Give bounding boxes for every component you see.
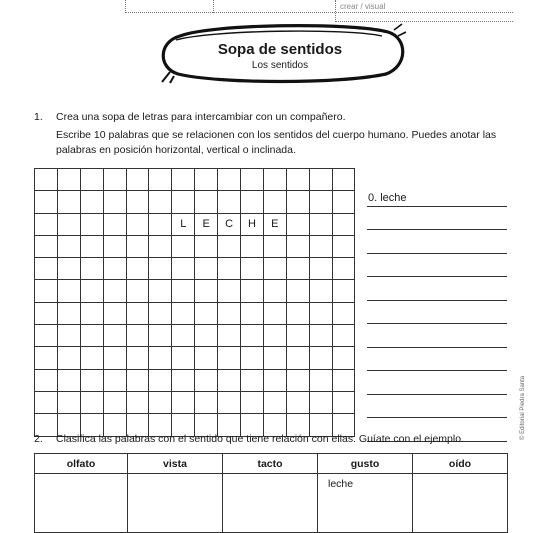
grid-cell[interactable] <box>57 325 80 347</box>
grid-cell[interactable] <box>332 169 355 191</box>
grid-cell[interactable] <box>103 325 126 347</box>
grid-cell[interactable] <box>172 369 195 391</box>
question-2-number: 2. <box>34 433 43 445</box>
grid-cell[interactable] <box>149 280 172 302</box>
answer-line[interactable] <box>367 301 507 325</box>
question-1-line-1: Crea una sopa de letras para intercambiar con un compañero. <box>56 111 346 123</box>
grid-cell[interactable] <box>35 213 58 235</box>
grid-cell[interactable] <box>172 191 195 213</box>
grid-cell[interactable] <box>332 391 355 413</box>
grid-cell[interactable] <box>286 302 309 324</box>
grid-cell[interactable] <box>149 369 172 391</box>
grid-cell[interactable]: E <box>195 213 218 235</box>
page-title: Sopa de sentidos <box>217 41 343 58</box>
grid-cell[interactable] <box>332 213 355 235</box>
grid-cell[interactable] <box>126 280 149 302</box>
grid-cell[interactable] <box>263 347 286 369</box>
grid-cell[interactable] <box>172 347 195 369</box>
header-oido: oído <box>413 454 508 474</box>
grid-cell[interactable] <box>309 347 332 369</box>
answer-line[interactable] <box>367 371 507 395</box>
grid-cell[interactable] <box>195 325 218 347</box>
grid-cell[interactable] <box>332 280 355 302</box>
grid-cell[interactable] <box>218 369 241 391</box>
grid-cell[interactable] <box>103 191 126 213</box>
grid-cell[interactable] <box>35 325 58 347</box>
grid-cell[interactable] <box>195 391 218 413</box>
grid-cell[interactable] <box>126 191 149 213</box>
grid-cell[interactable] <box>195 258 218 280</box>
grid-cell[interactable] <box>80 302 103 324</box>
grid-cell[interactable] <box>57 258 80 280</box>
cell-olfato[interactable] <box>35 474 128 533</box>
grid-cell[interactable]: E <box>263 213 286 235</box>
grid-cell[interactable] <box>35 347 58 369</box>
grid-cell[interactable] <box>286 391 309 413</box>
grid-cell[interactable] <box>172 302 195 324</box>
question-2-text: Clasifica las palabras con el sentido que tiene relación con ellas. Guíate con el ejemplo. <box>56 433 464 445</box>
answer-line[interactable] <box>367 324 507 348</box>
grid-cell[interactable] <box>195 280 218 302</box>
grid-cell[interactable] <box>309 302 332 324</box>
grid-cell[interactable] <box>126 347 149 369</box>
question-1-line-3: palabras en posición horizontal, vertical o inclinada. <box>56 144 296 156</box>
grid-cell[interactable] <box>35 235 58 257</box>
grid-cell[interactable] <box>286 258 309 280</box>
grid-cell[interactable] <box>80 391 103 413</box>
answer-line[interactable] <box>367 183 507 207</box>
grid-cell[interactable] <box>149 191 172 213</box>
grid-cell[interactable] <box>126 213 149 235</box>
grid-cell[interactable] <box>241 325 264 347</box>
grid-cell[interactable] <box>263 169 286 191</box>
grid-cell[interactable] <box>149 169 172 191</box>
grid-cell[interactable] <box>309 235 332 257</box>
grid-cell[interactable] <box>172 391 195 413</box>
grid-cell[interactable] <box>286 235 309 257</box>
grid-cell[interactable] <box>241 258 264 280</box>
grid-cell[interactable] <box>149 302 172 324</box>
grid-cell[interactable] <box>263 391 286 413</box>
grid-cell[interactable] <box>195 235 218 257</box>
grid-cell[interactable]: C <box>218 213 241 235</box>
header-tacto: tacto <box>223 454 318 474</box>
grid-cell[interactable] <box>218 191 241 213</box>
grid-cell[interactable] <box>286 280 309 302</box>
grid-cell[interactable] <box>195 302 218 324</box>
grid-cell[interactable] <box>241 191 264 213</box>
grid-cell[interactable] <box>103 302 126 324</box>
grid-cell[interactable] <box>263 369 286 391</box>
grid-cell[interactable] <box>126 302 149 324</box>
grid-cell[interactable] <box>57 347 80 369</box>
grid-cell[interactable] <box>80 235 103 257</box>
grid-cell[interactable] <box>103 235 126 257</box>
grid-cell[interactable] <box>103 213 126 235</box>
grid-cell[interactable] <box>195 191 218 213</box>
grid-cell[interactable] <box>149 391 172 413</box>
grid-cell[interactable] <box>241 302 264 324</box>
answer-lines[interactable] <box>367 183 507 442</box>
grid-cell[interactable] <box>263 325 286 347</box>
example-word: leche <box>328 478 354 490</box>
answer-line[interactable] <box>367 230 507 254</box>
grid-cell[interactable] <box>126 325 149 347</box>
word-search-grid[interactable] <box>34 168 355 437</box>
grid-cell[interactable] <box>172 169 195 191</box>
grid-cell[interactable] <box>309 213 332 235</box>
grid-cell[interactable] <box>218 235 241 257</box>
grid-cell[interactable] <box>218 258 241 280</box>
header-gusto: gusto <box>318 454 413 474</box>
grid-cell[interactable] <box>309 391 332 413</box>
grid-cell[interactable] <box>195 347 218 369</box>
grid-cell[interactable] <box>218 169 241 191</box>
grid-cell[interactable] <box>286 191 309 213</box>
grid-cell[interactable] <box>195 369 218 391</box>
grid-cell[interactable] <box>241 347 264 369</box>
grid-cell[interactable] <box>35 280 58 302</box>
grid-cell[interactable] <box>263 191 286 213</box>
grid-cell[interactable] <box>241 391 264 413</box>
grid-cell[interactable] <box>332 347 355 369</box>
grid-cell[interactable] <box>35 258 58 280</box>
grid-cell[interactable] <box>57 235 80 257</box>
grid-cell[interactable] <box>103 258 126 280</box>
grid-cell[interactable] <box>149 213 172 235</box>
grid-cell[interactable] <box>172 325 195 347</box>
grid-cell[interactable] <box>332 191 355 213</box>
grid-cell[interactable] <box>332 302 355 324</box>
grid-cell[interactable] <box>241 235 264 257</box>
title-frame <box>150 22 410 84</box>
grid-cell[interactable] <box>80 258 103 280</box>
grid-cell[interactable] <box>126 391 149 413</box>
grid-cell[interactable] <box>286 347 309 369</box>
cell-gusto[interactable] <box>318 474 413 533</box>
grid-cell[interactable] <box>149 325 172 347</box>
page-subtitle: Los sentidos <box>251 60 309 71</box>
grid-cell[interactable] <box>57 169 80 191</box>
grid-cell[interactable] <box>149 347 172 369</box>
grid-cell[interactable] <box>35 169 58 191</box>
grid-cell[interactable] <box>103 169 126 191</box>
header-olfato: olfato <box>35 454 128 474</box>
grid-cell[interactable] <box>241 280 264 302</box>
grid-cell[interactable] <box>286 169 309 191</box>
grid-cell[interactable] <box>80 347 103 369</box>
grid-cell[interactable] <box>172 235 195 257</box>
grid-cell[interactable] <box>80 169 103 191</box>
grid-cell[interactable] <box>332 325 355 347</box>
grid-cell[interactable]: L <box>172 213 195 235</box>
grid-cell[interactable] <box>57 280 80 302</box>
header-bar <box>125 0 513 13</box>
grid-cell[interactable] <box>57 391 80 413</box>
grid-cell[interactable] <box>80 191 103 213</box>
grid-cell[interactable] <box>103 280 126 302</box>
grid-cell[interactable] <box>218 302 241 324</box>
grid-cell[interactable] <box>309 191 332 213</box>
grid-cell[interactable] <box>57 191 80 213</box>
question-1-number: 1. <box>34 111 43 123</box>
grid-cell[interactable] <box>286 325 309 347</box>
grid-cell[interactable] <box>149 235 172 257</box>
header-vista: vista <box>128 454 223 474</box>
grid-cell[interactable]: H <box>241 213 264 235</box>
answer-line[interactable] <box>367 277 507 301</box>
grid-cell[interactable] <box>103 391 126 413</box>
grid-cell[interactable] <box>309 325 332 347</box>
answer-example: 0. leche <box>368 191 407 204</box>
grid-cell[interactable] <box>309 369 332 391</box>
grid-cell[interactable] <box>218 347 241 369</box>
grid-cell[interactable] <box>263 258 286 280</box>
grid-cell[interactable] <box>103 347 126 369</box>
cell-oido[interactable] <box>413 474 508 533</box>
header-tag: crear / visual <box>340 2 386 11</box>
grid-cell[interactable] <box>309 280 332 302</box>
grid-cell[interactable] <box>35 369 58 391</box>
grid-cell[interactable] <box>286 213 309 235</box>
grid-cell[interactable] <box>80 280 103 302</box>
question-1-line-2: Escribe 10 palabras que se relacionen con los sentidos del cuerpo humano. Puedes anotar las <box>56 129 497 141</box>
grid-cell[interactable] <box>195 169 218 191</box>
grid-cell[interactable] <box>149 258 172 280</box>
answer-line[interactable] <box>367 254 507 278</box>
answer-line[interactable] <box>367 348 507 372</box>
grid-cell[interactable] <box>57 302 80 324</box>
grid-cell[interactable] <box>263 280 286 302</box>
grid-cell[interactable] <box>126 258 149 280</box>
grid-cell[interactable] <box>172 280 195 302</box>
grid-cell[interactable] <box>126 235 149 257</box>
copyright-text: © Editorial Piedra Santa <box>520 375 526 440</box>
classification-table <box>34 453 508 533</box>
grid-cell[interactable] <box>80 213 103 235</box>
grid-cell[interactable] <box>35 391 58 413</box>
grid-cell[interactable] <box>309 258 332 280</box>
grid-cell[interactable] <box>80 369 103 391</box>
grid-cell[interactable] <box>263 302 286 324</box>
cell-tacto[interactable] <box>223 474 318 533</box>
grid-cell[interactable] <box>332 258 355 280</box>
grid-cell[interactable] <box>35 302 58 324</box>
grid-cell[interactable] <box>80 325 103 347</box>
grid-cell[interactable] <box>241 369 264 391</box>
grid-cell[interactable] <box>263 235 286 257</box>
grid-cell[interactable] <box>57 369 80 391</box>
grid-cell[interactable] <box>126 369 149 391</box>
grid-cell[interactable] <box>103 369 126 391</box>
grid-cell[interactable] <box>286 369 309 391</box>
grid-cell[interactable] <box>241 169 264 191</box>
grid-cell[interactable] <box>309 169 332 191</box>
grid-cell[interactable] <box>126 169 149 191</box>
answer-line[interactable] <box>367 395 507 419</box>
answer-line[interactable] <box>367 207 507 231</box>
grid-cell[interactable] <box>57 213 80 235</box>
cell-vista[interactable] <box>128 474 223 533</box>
grid-cell[interactable] <box>35 191 58 213</box>
grid-cell[interactable] <box>332 235 355 257</box>
grid-cell[interactable] <box>332 369 355 391</box>
grid-cell[interactable] <box>172 258 195 280</box>
grid-cell[interactable] <box>218 391 241 413</box>
grid-cell[interactable] <box>218 280 241 302</box>
grid-cell[interactable] <box>218 325 241 347</box>
